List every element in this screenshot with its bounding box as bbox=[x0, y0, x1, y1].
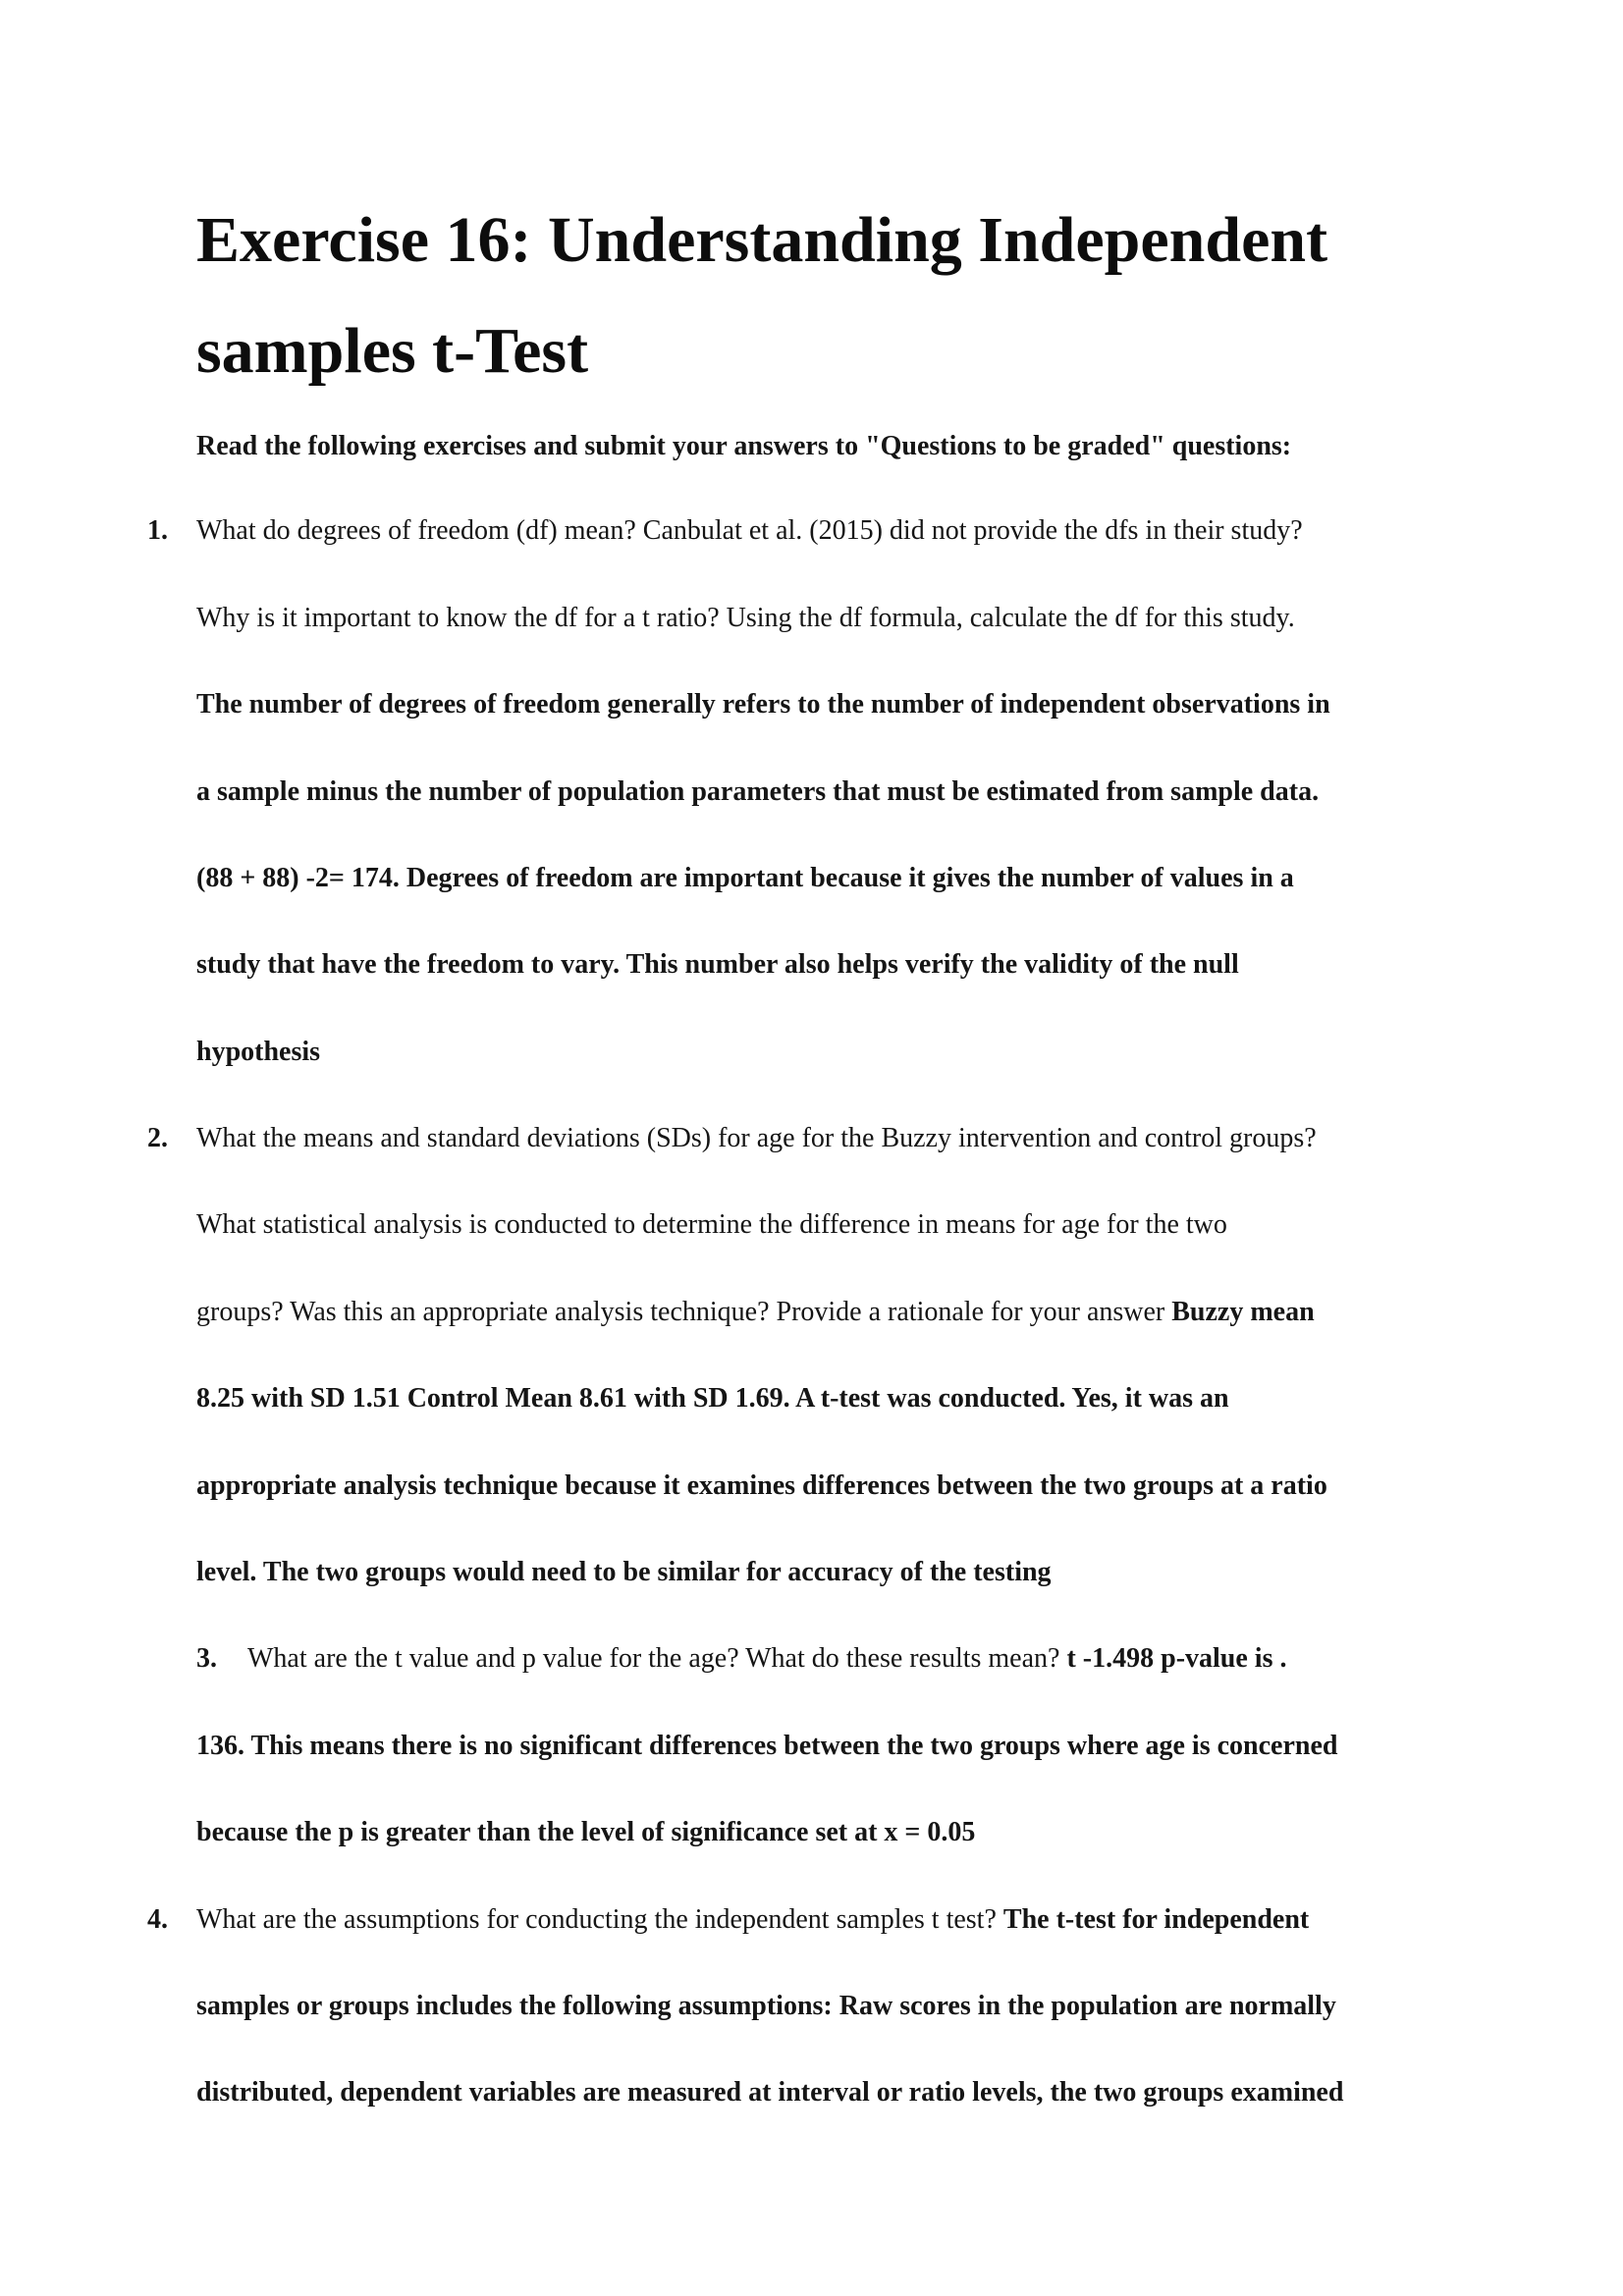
q4-answer-line-2: distributed, dependent variables are measured at interval or ratio levels, the two groups examined bbox=[196, 2077, 1344, 2108]
q2-answer-line-2: appropriate analysis technique because it examines differences between the two groups at a ratio bbox=[196, 1470, 1327, 1501]
q3-answer-start: t -1.498 p-value is . bbox=[1066, 1643, 1287, 1674]
q4-answer-line-1: samples or groups includes the following assumptions: Raw scores in the population are normally bbox=[196, 1991, 1336, 2021]
q2-answer-line-1: 8.25 with SD 1.51 Control Mean 8.61 with SD 1.69. A t-test was conducted. Yes, it was an bbox=[196, 1383, 1229, 1414]
q3-question-text: What are the t value and p value for the age? What do these results mean? bbox=[247, 1643, 1067, 1674]
q3-line-1 bbox=[196, 1645, 1286, 1673]
q1-question-line-1: What do degrees of freedom (df) mean? Canbulat et al. (2015) did not provide the dfs in their study? bbox=[196, 515, 1303, 546]
q3-number: 3. bbox=[196, 1643, 217, 1674]
q3-answer-line-2: because the p is greater than the level of significance set at x = 0.05 bbox=[196, 1817, 976, 1847]
q4-answer-start: The t-test for independent bbox=[1002, 1904, 1310, 1935]
q3-answer-line-1: 136. This means there is no significant differences between the two groups where age is concerned bbox=[196, 1731, 1338, 1761]
q2-question-line-3 bbox=[196, 1299, 1315, 1326]
q4-number: 4. bbox=[147, 1904, 168, 1935]
q2-question-line-3-text: groups? Was this an appropriate analysis technique? Provide a rationale for your answer bbox=[196, 1297, 1172, 1327]
q2-number: 2. bbox=[147, 1123, 168, 1153]
q1-answer-line-4: study that have the freedom to vary. This number also helps verify the validity of the null bbox=[196, 949, 1239, 980]
q1-answer-line-3: (88 + 88) -2= 174. Degrees of freedom are important because it gives the number of values in a bbox=[196, 863, 1294, 893]
q4-line-1 bbox=[196, 1906, 1309, 1934]
q1-answer-line-1: The number of degrees of freedom generally refers to the number of independent observations in bbox=[196, 689, 1330, 720]
q1-question-line-2: Why is it important to know the df for a t ratio? Using the df formula, calculate the df for this study. bbox=[196, 603, 1295, 633]
instructions: Read the following exercises and submit your answers to "Questions to be graded" questions: bbox=[196, 431, 1292, 461]
q4-question-text: What are the assumptions for conducting the independent samples t test? bbox=[196, 1904, 1003, 1935]
q1-answer-line-5: hypothesis bbox=[196, 1037, 321, 1067]
q1-number: 1. bbox=[147, 515, 168, 546]
q2-answer-start: Buzzy mean bbox=[1171, 1297, 1315, 1327]
page-title-line-2: samples t-Test bbox=[196, 315, 589, 387]
q2-question-line-1: What the means and standard deviations (SDs) for age for the Buzzy intervention and control groups? bbox=[196, 1123, 1317, 1153]
page-title-line-1: Exercise 16: Understanding Independent bbox=[196, 204, 1328, 276]
q1-answer-line-2: a sample minus the number of population parameters that must be estimated from sample data. bbox=[196, 776, 1320, 807]
q2-answer-line-3: level. The two groups would need to be similar for accuracy of the testing bbox=[196, 1557, 1052, 1587]
q2-question-line-2: What statistical analysis is conducted to determine the difference in means for age for the two bbox=[196, 1209, 1227, 1240]
